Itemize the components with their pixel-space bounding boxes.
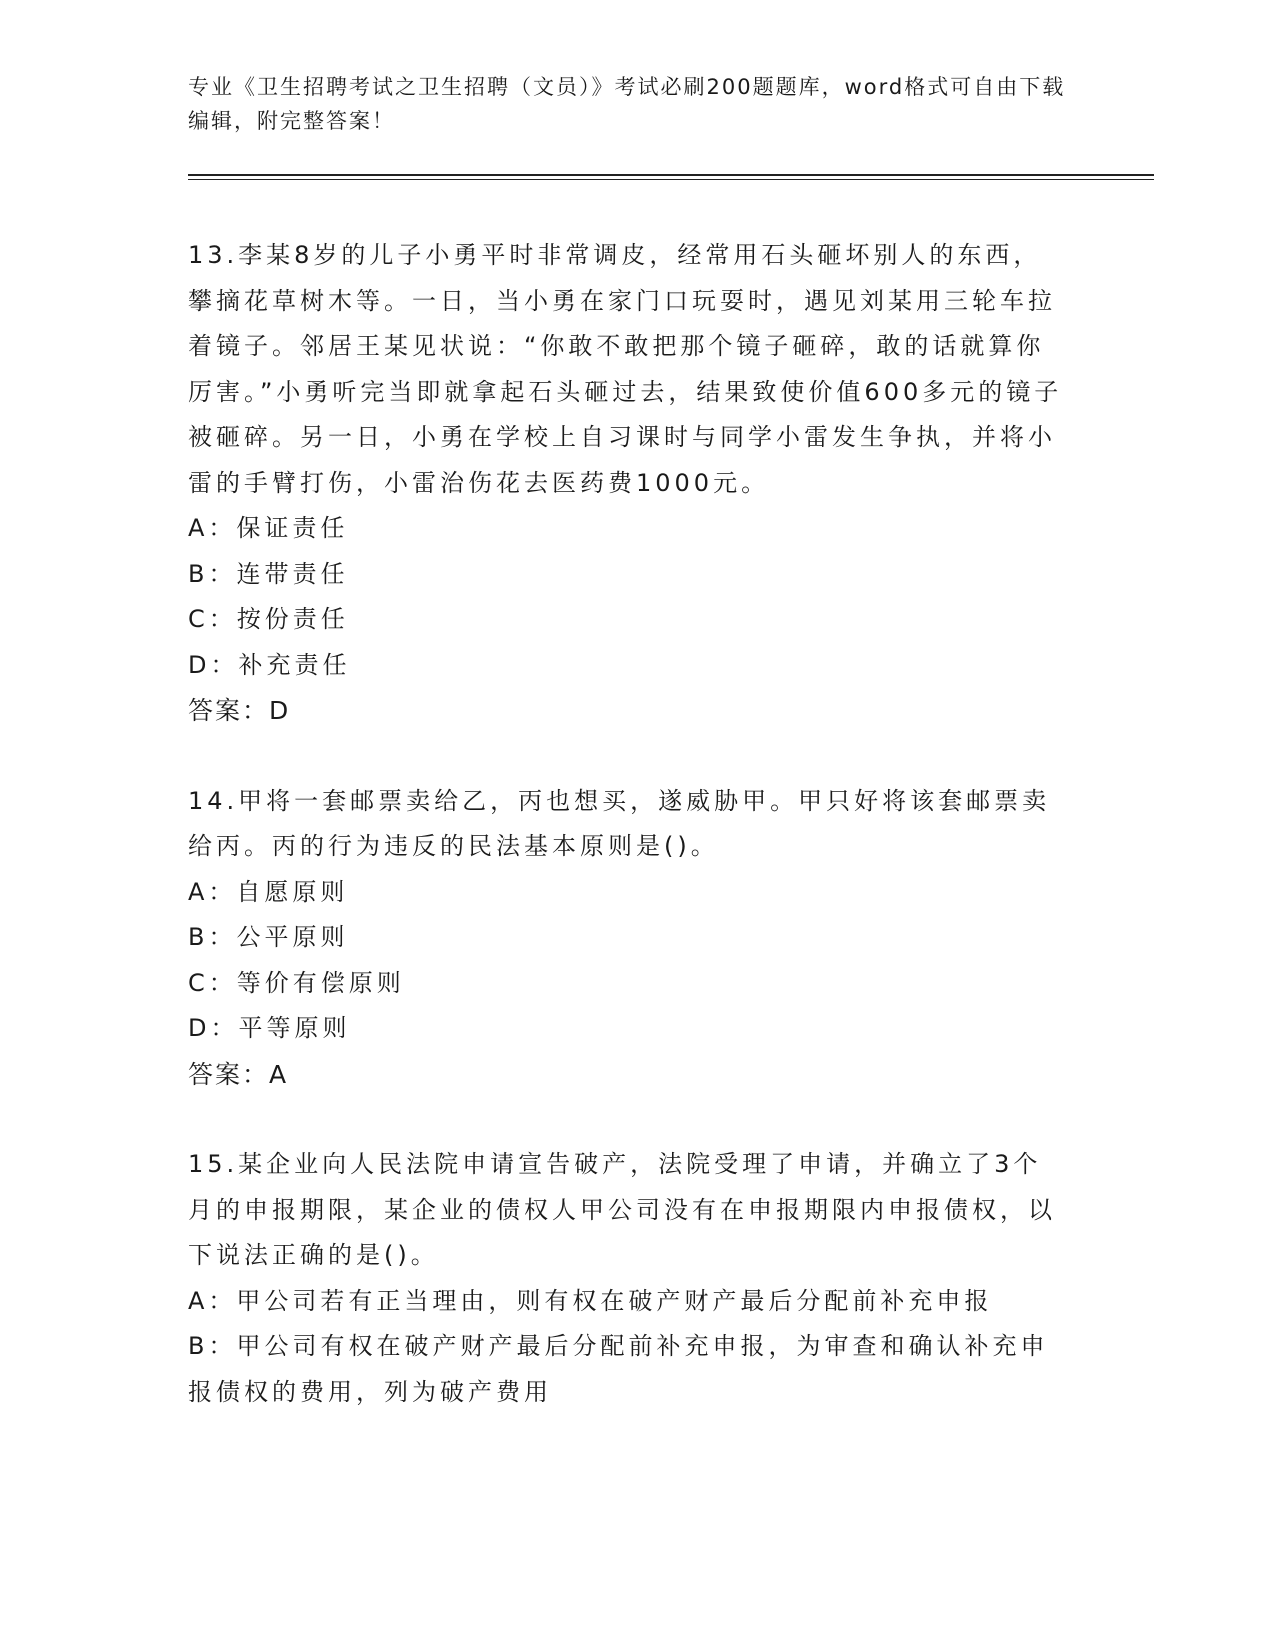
option-d: D：平等原则 bbox=[188, 1014, 351, 1042]
option-b: B：连带责任 bbox=[188, 559, 349, 588]
option-d: D：补充责任 bbox=[188, 650, 351, 679]
option-a: A：自愿原则 bbox=[188, 877, 349, 906]
question-13 bbox=[188, 233, 1148, 734]
document-header: 专业《卫生招聘考试之卫生招聘（文员）》考试必刷200题题库，word格式可自由下载编辑，附完整答案！ bbox=[188, 75, 1066, 133]
question-stem: 13.李某8岁的儿子小勇平时非常调皮，经常用石头砸坏别人的东西，攀摘花草树木等。一日，当小勇在家门口玩耍时，遇见刘某用三轮车拉着镜子。邻居王某见状说：“你敢不敢把那个镜子砸碎，敢的话就算你厉害。”小勇听完当即就拿起石头砸过去，结果致使价值600多元的镜子被砸碎。另一日，小勇在学校上自习课时与同学小雷发生争执，并将小雷的手臂打伤，小雷治伤花去医药费1000元。 bbox=[188, 241, 1063, 497]
option-c: C：等价有偿原则 bbox=[188, 968, 405, 997]
question-14 bbox=[188, 779, 1148, 1098]
option-c: C：按份责任 bbox=[188, 605, 349, 633]
answer-label: 答案：D bbox=[188, 696, 291, 725]
question-15 bbox=[188, 1142, 1148, 1415]
option-b: B：甲公司有权在破产财产最后分配前补充申报，为审查和确认补充申报债权的费用，列为破产费用 bbox=[188, 1332, 1049, 1406]
option-a: A：甲公司若有正当理由，则有权在破产财产最后分配前补充申报 bbox=[188, 1286, 993, 1315]
option-b: B：公平原则 bbox=[188, 923, 349, 951]
answer-label: 答案：A bbox=[188, 1059, 289, 1089]
question-stem: 14.甲将一套邮票卖给乙，丙也想买，遂威胁甲。甲只好将该套邮票卖给丙。丙的行为违反的民法基本原则是()。 bbox=[188, 786, 1051, 860]
header-divider bbox=[188, 174, 1154, 180]
document-page bbox=[188, 70, 1148, 1415]
option-a: A：保证责任 bbox=[188, 514, 349, 542]
question-stem: 15.某企业向人民法院申请宣告破产，法院受理了申请，并确立了3个月的申报期限，某企业的债权人甲公司没有在申报期限内申报债权，以下说法正确的是()。 bbox=[188, 1150, 1056, 1269]
